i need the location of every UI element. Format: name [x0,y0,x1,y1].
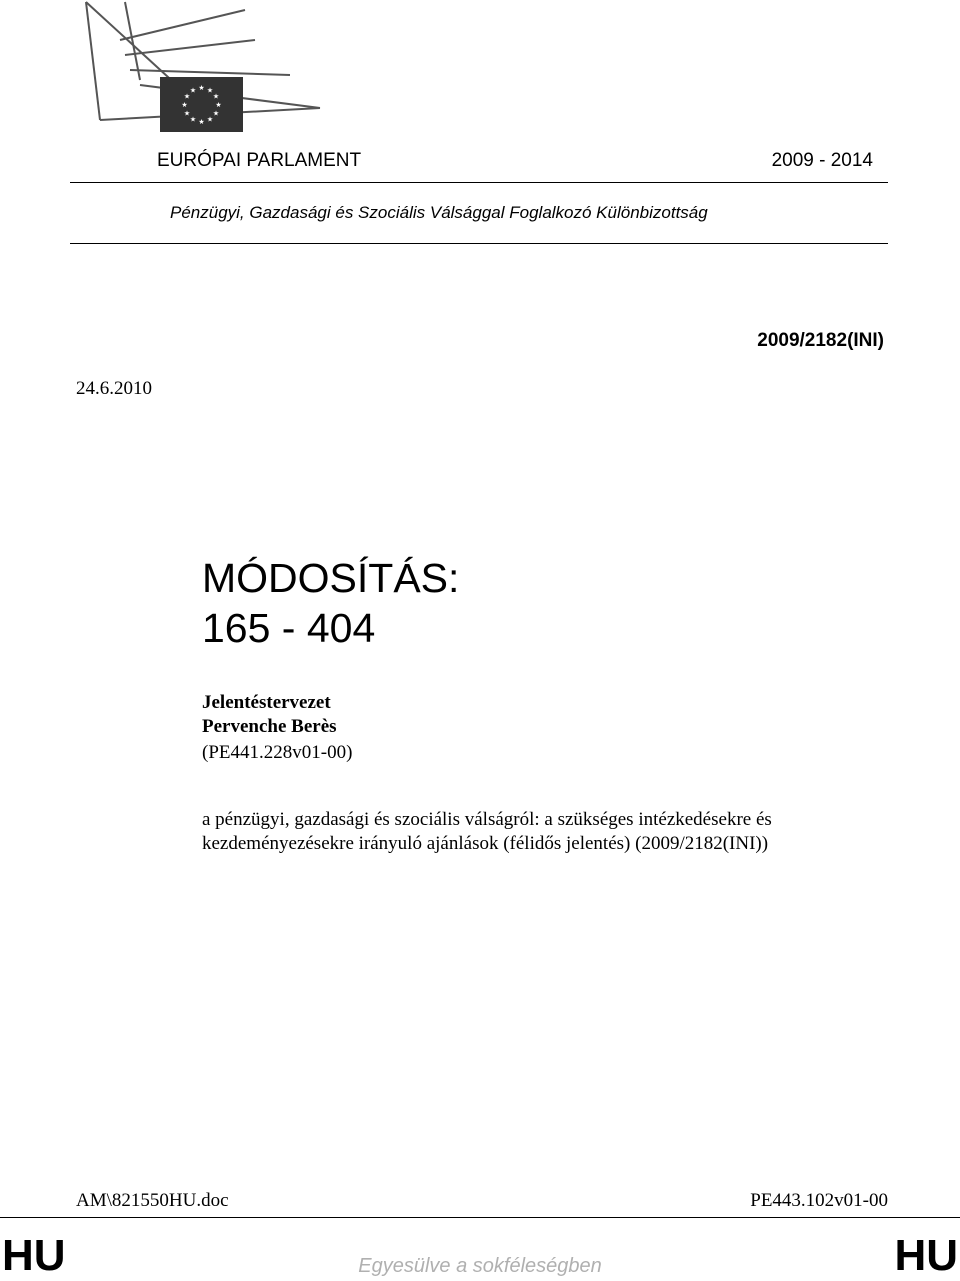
svg-text:★: ★ [206,115,214,124]
footer-pe-reference: PE443.102v01-00 [750,1190,888,1211]
document-date: 24.6.2010 [76,378,152,399]
svg-text:★: ★ [198,84,205,92]
svg-text:★: ★ [181,101,188,109]
committee-divider [70,243,888,244]
draft-report-label: Jelentéstervezet [202,692,331,713]
svg-text:★: ★ [206,86,214,95]
svg-text:★: ★ [215,101,222,109]
language-code-left: HU [2,1231,66,1280]
language-code-right: HU [894,1231,958,1280]
svg-text:★: ★ [198,118,205,126]
report-subject: a pénzügyi, gazdasági és szociális válságról: a szükséges intézkedésekre és kezdeményezésekre irányuló ajánlások (félidős jelentés) (2009/2182(INI)) [202,809,772,854]
amendment-heading: MÓDOSÍTÁS: [202,555,460,601]
svg-text:★: ★ [212,109,220,118]
european-parliament-logo [80,0,340,135]
svg-text:★: ★ [183,92,191,101]
footer-divider [0,1217,960,1218]
parliamentary-term: 2009 - 2014 [771,150,873,171]
svg-text:★: ★ [183,109,191,118]
svg-text:★: ★ [189,115,197,124]
committee-name: Pénzügyi, Gazdasági és Szociális Válsággal Foglalkozó Különbizottság [170,203,708,222]
svg-text:★: ★ [212,92,220,101]
procedure-reference: 2009/2182(INI) [757,330,884,351]
header-divider [70,182,888,183]
svg-text:★: ★ [189,86,197,95]
eu-motto: Egyesülve a sokféleségben [358,1255,602,1277]
institution-name: EURÓPAI PARLAMENT [157,150,362,171]
amendment-range: 165 - 404 [202,605,376,651]
draft-report-reference: (PE441.228v01-00) [202,742,353,763]
footer-file-reference: AM\821550HU.doc [76,1190,229,1211]
rapporteur-name: Pervenche Berès [202,716,337,737]
